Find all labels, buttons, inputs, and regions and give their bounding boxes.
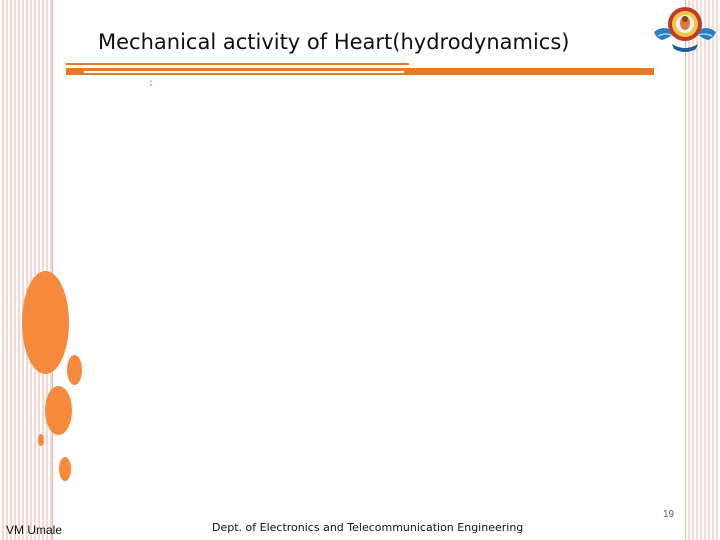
right-border-line	[685, 0, 686, 540]
page-number: 19	[663, 509, 675, 520]
decorative-circle-medium	[45, 386, 72, 435]
footer-author: VM Umale	[6, 523, 63, 537]
title-underline-thin	[66, 63, 409, 65]
content-placeholder-mark: :	[149, 76, 153, 89]
left-decorative-stripes	[0, 0, 52, 540]
slide-title: Mechanical activity of Heart(hydrodynamics)	[98, 30, 570, 54]
decorative-circle-large	[22, 271, 69, 374]
decorative-circle-tiny	[38, 434, 44, 446]
footer-department: Dept. of Electronics and Telecommunication Engineering	[212, 521, 524, 534]
left-border-line	[52, 0, 53, 540]
decorative-circle-small-right	[67, 355, 82, 385]
right-decorative-stripes	[686, 0, 720, 540]
title-underline-gap	[84, 71, 404, 73]
institute-emblem-icon	[650, 2, 720, 58]
decorative-circle-small-bottom	[59, 457, 71, 481]
